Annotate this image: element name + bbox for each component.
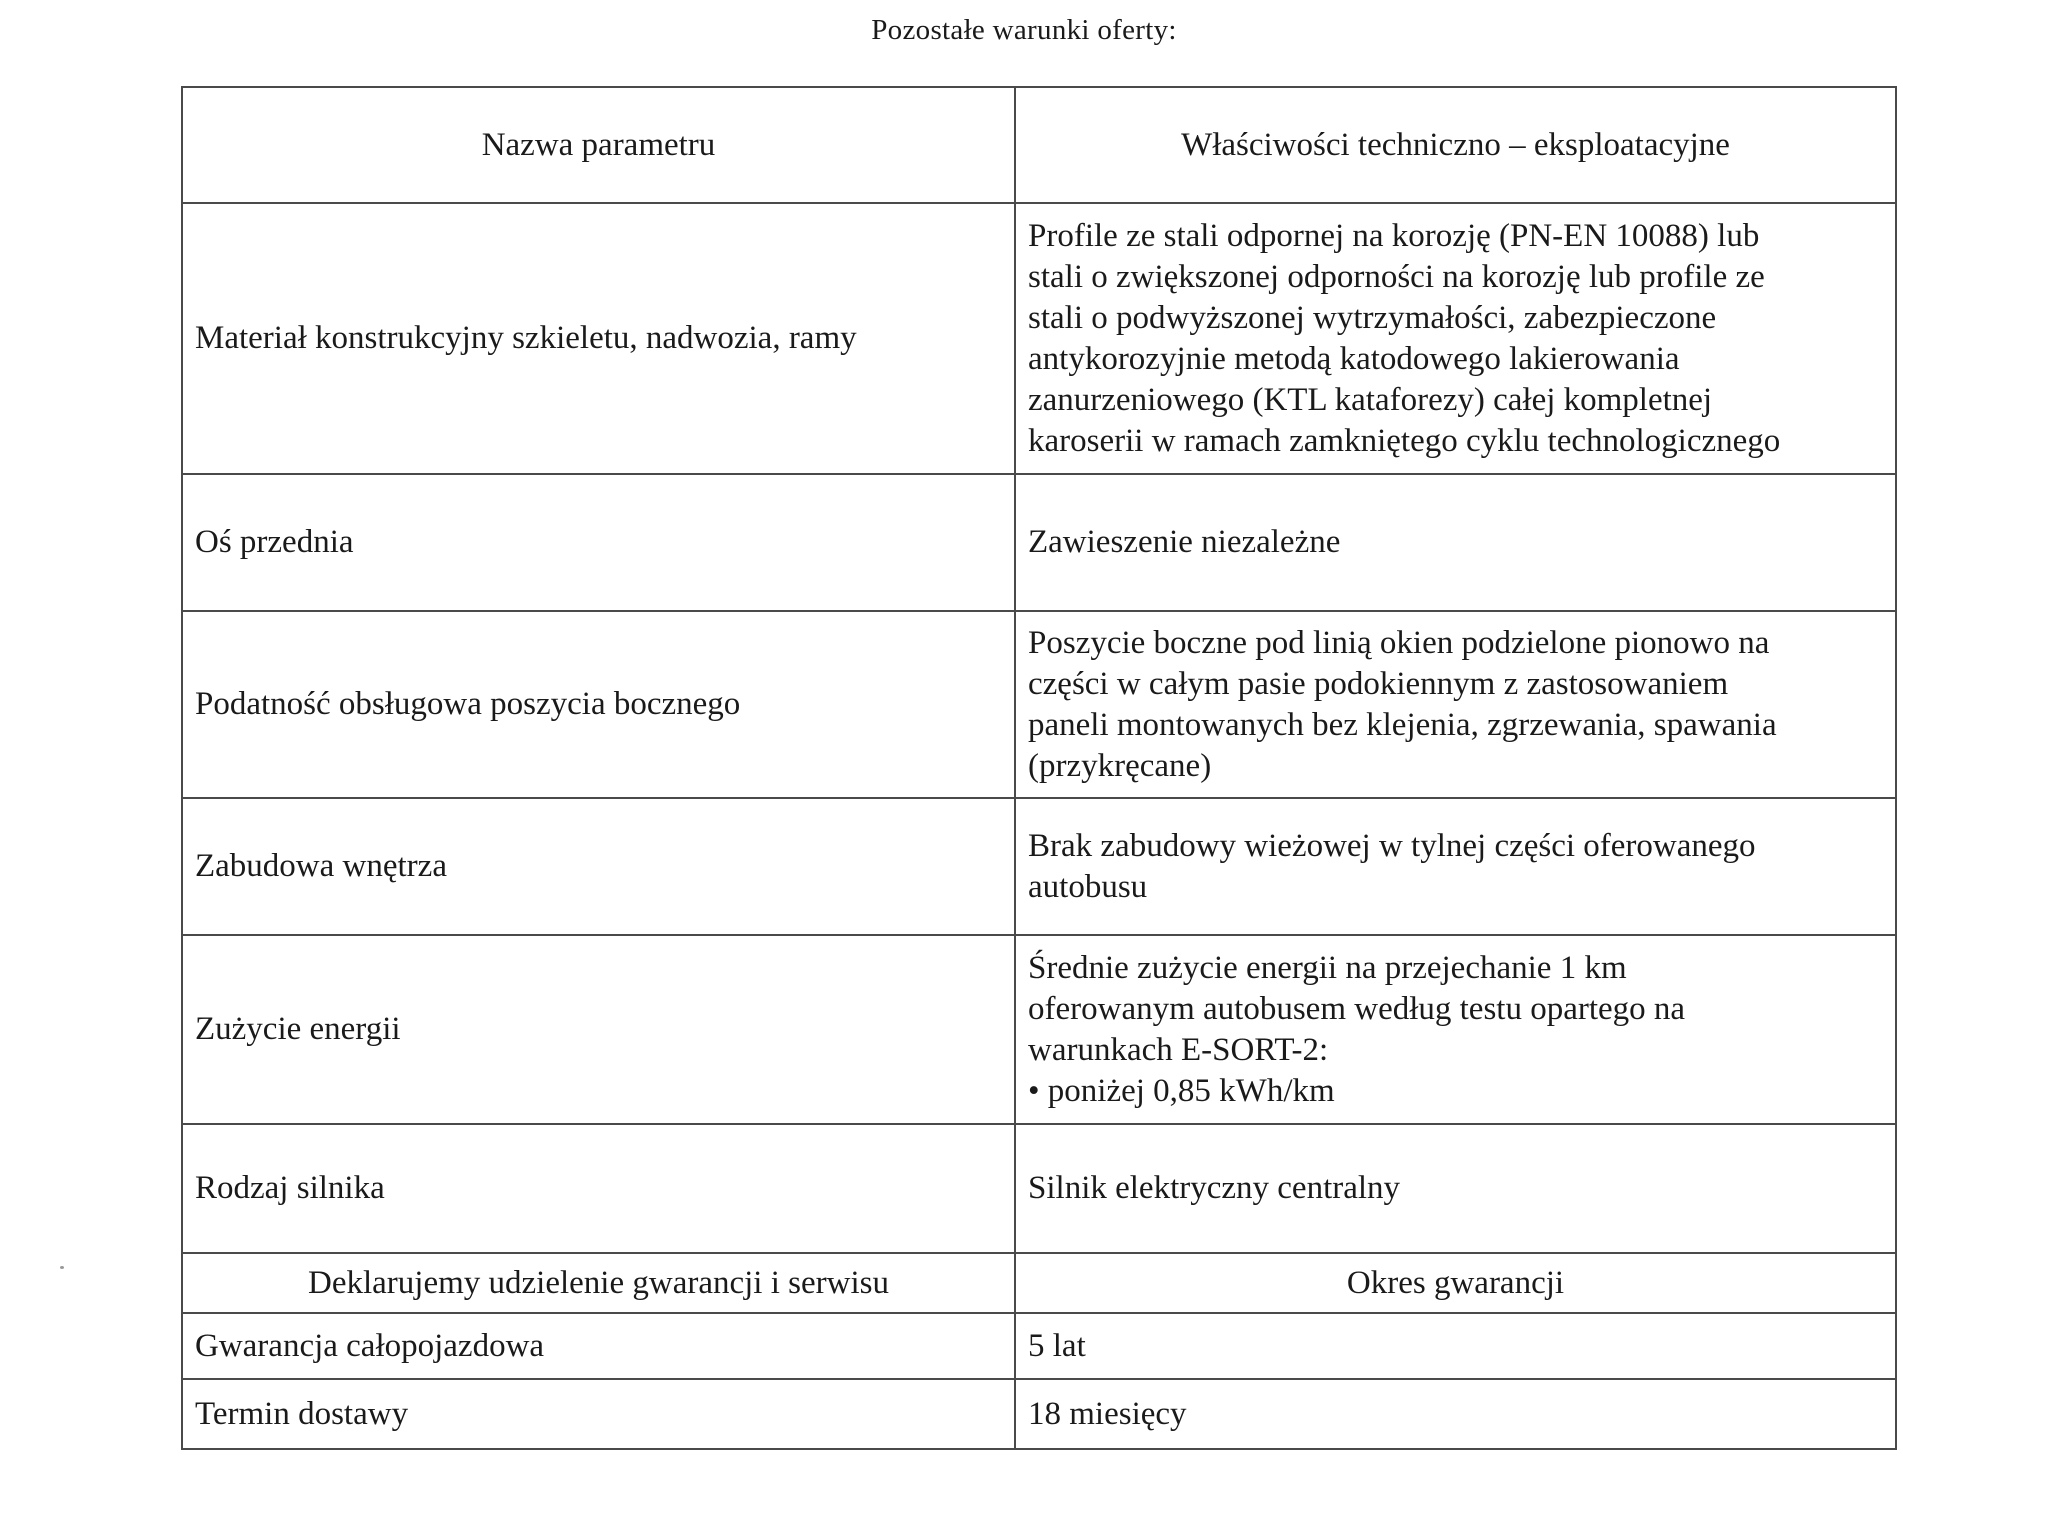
row-name-front-axle: Oś przednia (182, 474, 1015, 611)
row-name-engine: Rodzaj silnika (182, 1124, 1015, 1253)
header-parameter-name: Nazwa parametru (182, 87, 1015, 203)
table-row (182, 798, 1896, 935)
row-value-side-panels: Poszycie boczne pod linią okien podzielone pionowo na części w całym pasie podokiennym z zastosowaniem paneli montowanych bez klejenia, zgrzewania, spawania (przykręcane) (1015, 611, 1896, 798)
page-caption: Pozostałe warunki oferty: (871, 14, 1177, 46)
scan-speck (60, 1266, 64, 1269)
table-row (182, 1379, 1896, 1449)
table-row (182, 1124, 1896, 1253)
row-name-side-panels: Podatność obsługowa poszycia bocznego (182, 611, 1015, 798)
row-value-material: Profile ze stali odpornej na korozję (PN-EN 10088) lub stali o zwiększonej odporności na korozję lub profile ze stali o podwyższonej wytrzymałości, zabezpieczone antykorozyjnie metodą katodowego lakierowania zanurzeniowego (KTL kataforezy) całej kompletnej karoserii w ramach zamkniętego cyklu technologicznego (1015, 203, 1896, 474)
row-value-delivery: 18 miesięcy (1015, 1379, 1896, 1449)
row-name-warranty: Gwarancja całopojazdowa (182, 1313, 1015, 1379)
table-row (182, 474, 1896, 611)
header-warranty-period: Okres gwarancji (1015, 1253, 1896, 1313)
row-name-interior: Zabudowa wnętrza (182, 798, 1015, 935)
table-row (182, 935, 1896, 1124)
row-value-warranty: 5 lat (1015, 1313, 1896, 1379)
row-name-material: Materiał konstrukcyjny szkieletu, nadwozia, ramy (182, 203, 1015, 474)
table-row (182, 1313, 1896, 1379)
row-value-engine: Silnik elektryczny centralny (1015, 1124, 1896, 1253)
row-value-front-axle: Zawieszenie niezależne (1015, 474, 1896, 611)
warranty-header-row (182, 1253, 1896, 1313)
row-name-delivery: Termin dostawy (182, 1379, 1015, 1449)
row-name-energy: Zużycie energii (182, 935, 1015, 1124)
spec-table (181, 86, 1897, 1450)
header-technical-properties: Właściwości techniczno – eksploatacyjne (1015, 87, 1896, 203)
table-header-row (182, 87, 1896, 203)
header-warranty-declaration: Deklarujemy udzielenie gwarancji i serwisu (182, 1253, 1015, 1313)
table-row (182, 203, 1896, 474)
row-value-energy: Średnie zużycie energii na przejechanie 1 km oferowanym autobusem według testu opartego na warunkach E-SORT-2: • poniżej 0,85 kWh/km (1015, 935, 1896, 1124)
row-value-interior: Brak zabudowy wieżowej w tylnej części oferowanego autobusu (1015, 798, 1896, 935)
table-row (182, 611, 1896, 798)
